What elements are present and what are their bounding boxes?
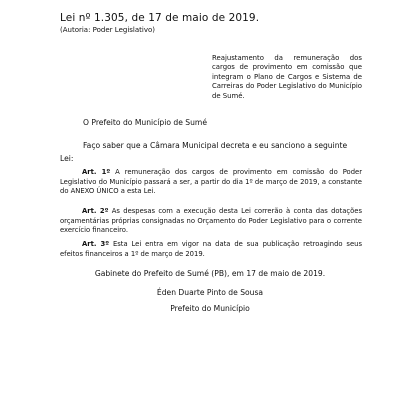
article-3 [60,240,362,259]
addressee-line: O Prefeito do Município de Sumé [83,118,208,127]
signer-name: Éden Duarte Pinto de Sousa [156,288,264,297]
signer-role: Prefeito do Município [170,304,250,313]
article-1-label: Art. 1º [82,168,111,176]
place-and-date: Gabinete do Prefeito de Sumé (PB), em 17 de maio de 2019. [94,269,326,278]
law-ementa: Reajustamento da remuneração dos cargos de provimento em comissão que integram o Plano de Cargos e Sistema de Carreiras do Poder Legislativo do Município de Sumé. [212,54,362,100]
article-3-text: Esta Lei entra em vigor na data de sua publicação retroagindo seus efeitos financeiros a 1º de março de 2019. [60,240,362,258]
article-2 [60,207,362,236]
enactment-clause-end: Lei: [60,154,74,163]
law-title: Lei nº 1.305, de 17 de maio de 2019. [60,12,260,24]
enactment-clause: Faço saber que a Câmara Municipal decreta e eu sanciono a seguinte [83,141,348,150]
law-authorship: (Autoria: Poder Legislativo) [60,26,155,34]
article-1-text: A remuneração dos cargos de provimento em comissão do Poder Legislativo do Município passará a ser, a partir do dia 1º de março de 2019, a constante do ANEXO ÚNICO a esta Lei. [60,168,363,196]
article-1 [60,168,362,197]
article-3-label: Art. 3º [82,240,110,248]
article-2-text: As despesas com a execução desta Lei correrão à conta das dotações orçamentárias próprias consignadas no Orçamento do Poder Legislativo para o corrente exercício financeiro. [60,207,362,235]
article-2-label: Art. 2º [82,207,109,215]
